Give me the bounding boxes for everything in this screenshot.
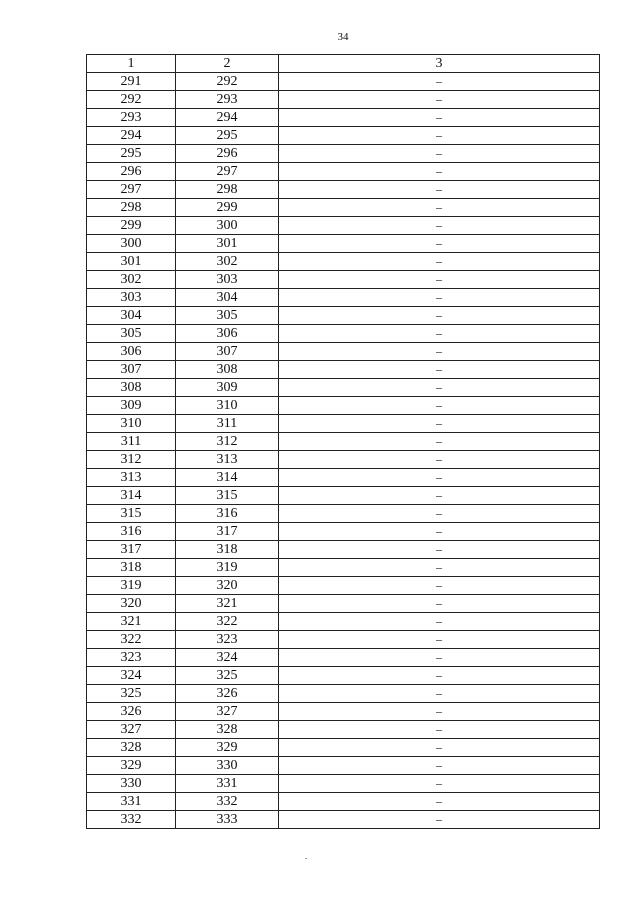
table-cell-col1: 292 [87,91,176,109]
table-cell-col1: 291 [87,73,176,91]
table-row [87,613,600,631]
table-cell-col1: 305 [87,325,176,343]
table-cell-col1: 315 [87,505,176,523]
table-cell-col3: – [279,163,600,181]
table-cell-col3: – [279,127,600,145]
table-cell-col3: – [279,91,600,109]
table-cell-col1: 301 [87,253,176,271]
table-row [87,433,600,451]
table-cell-col3: – [279,415,600,433]
table-cell-col2: 330 [176,757,279,775]
header-row [87,55,600,73]
table-cell-col1: 306 [87,343,176,361]
table-cell-col1: 294 [87,127,176,145]
table-cell-col3: – [279,271,600,289]
table-row [87,451,600,469]
table-row [87,667,600,685]
table-row [87,541,600,559]
table-row [87,523,600,541]
table-cell-col2: 329 [176,739,279,757]
column-header-2: 2 [176,55,279,73]
table-row [87,793,600,811]
table-cell-col3: – [279,217,600,235]
table-cell-col3: – [279,379,600,397]
table-row [87,235,600,253]
table-row [87,685,600,703]
page-number: 34 [337,31,349,43]
table-cell-col3: – [279,613,600,631]
table-cell-col3: – [279,631,600,649]
table-cell-col2: 321 [176,595,279,613]
table-cell-col2: 304 [176,289,279,307]
table-row [87,811,600,829]
table-cell-col1: 322 [87,631,176,649]
table-cell-col1: 319 [87,577,176,595]
table-cell-col3: – [279,109,600,127]
data-table-container [86,54,599,829]
table-cell-col2: 317 [176,523,279,541]
column-header-3: 3 [279,55,600,73]
table-cell-col1: 318 [87,559,176,577]
table-cell-col2: 312 [176,433,279,451]
table-cell-col2: 293 [176,91,279,109]
table-cell-col3: – [279,505,600,523]
table-row [87,343,600,361]
table-cell-col3: – [279,667,600,685]
table-cell-col1: 296 [87,163,176,181]
table-cell-col1: 295 [87,145,176,163]
table-row [87,415,600,433]
table-cell-col1: 326 [87,703,176,721]
table-cell-col3: – [279,145,600,163]
stray-mark [305,858,307,859]
table-cell-col1: 309 [87,397,176,415]
table-cell-col2: 296 [176,145,279,163]
table-row [87,145,600,163]
table-row [87,631,600,649]
table-cell-col3: – [279,793,600,811]
table-cell-col1: 330 [87,775,176,793]
table-cell-col2: 307 [176,343,279,361]
table-cell-col2: 310 [176,397,279,415]
table-row [87,181,600,199]
table-cell-col3: – [279,577,600,595]
table-cell-col3: – [279,469,600,487]
table-row [87,307,600,325]
table-row [87,361,600,379]
table-cell-col1: 310 [87,415,176,433]
table-cell-col3: – [279,235,600,253]
table-cell-col2: 331 [176,775,279,793]
data-table [86,54,600,829]
table-cell-col3: – [279,685,600,703]
table-cell-col2: 313 [176,451,279,469]
table-cell-col1: 325 [87,685,176,703]
table-cell-col3: – [279,397,600,415]
table-cell-col2: 299 [176,199,279,217]
table-cell-col2: 309 [176,379,279,397]
table-row [87,649,600,667]
table-cell-col3: – [279,595,600,613]
table-cell-col2: 332 [176,793,279,811]
table-cell-col3: – [279,541,600,559]
table-cell-col3: – [279,307,600,325]
table-row [87,199,600,217]
table-cell-col1: 329 [87,757,176,775]
table-row [87,595,600,613]
table-row [87,577,600,595]
table-row [87,163,600,181]
table-row [87,271,600,289]
table-cell-col3: – [279,253,600,271]
table-row [87,397,600,415]
table-cell-col2: 303 [176,271,279,289]
table-cell-col2: 318 [176,541,279,559]
table-cell-col3: – [279,289,600,307]
table-row [87,217,600,235]
table-row [87,127,600,145]
table-row [87,73,600,91]
table-row [87,487,600,505]
table-cell-col2: 311 [176,415,279,433]
table-row [87,505,600,523]
table-cell-col1: 317 [87,541,176,559]
table-cell-col2: 328 [176,721,279,739]
table-cell-col2: 314 [176,469,279,487]
column-header-1: 1 [87,55,176,73]
table-cell-col3: – [279,361,600,379]
table-cell-col1: 303 [87,289,176,307]
table-row [87,469,600,487]
table-row [87,325,600,343]
table-cell-col3: – [279,343,600,361]
table-cell-col1: 323 [87,649,176,667]
table-row [87,703,600,721]
table-cell-col2: 300 [176,217,279,235]
table-cell-col1: 313 [87,469,176,487]
table-cell-col3: – [279,811,600,829]
table-cell-col2: 316 [176,505,279,523]
table-cell-col2: 319 [176,559,279,577]
table-cell-col3: – [279,325,600,343]
table-cell-col3: – [279,649,600,667]
table-cell-col1: 332 [87,811,176,829]
table-cell-col2: 323 [176,631,279,649]
table-cell-col2: 301 [176,235,279,253]
table-cell-col2: 292 [176,73,279,91]
table-cell-col1: 300 [87,235,176,253]
table-row [87,109,600,127]
table-cell-col2: 306 [176,325,279,343]
table-cell-col1: 320 [87,595,176,613]
table-cell-col3: – [279,523,600,541]
table-cell-col2: 320 [176,577,279,595]
table-cell-col2: 322 [176,613,279,631]
table-cell-col1: 331 [87,793,176,811]
table-cell-col1: 304 [87,307,176,325]
table-cell-col3: – [279,73,600,91]
table-cell-col1: 302 [87,271,176,289]
table-cell-col3: – [279,451,600,469]
table-cell-col1: 328 [87,739,176,757]
table-cell-col2: 298 [176,181,279,199]
table-row [87,559,600,577]
table-row [87,379,600,397]
table-cell-col1: 307 [87,361,176,379]
table-cell-col3: – [279,559,600,577]
table-cell-col2: 327 [176,703,279,721]
table-cell-col3: – [279,703,600,721]
table-row [87,775,600,793]
table-cell-col1: 299 [87,217,176,235]
table-cell-col3: – [279,757,600,775]
table-cell-col1: 311 [87,433,176,451]
table-cell-col1: 324 [87,667,176,685]
table-cell-col1: 308 [87,379,176,397]
table-cell-col3: – [279,739,600,757]
table-cell-col1: 293 [87,109,176,127]
table-row [87,289,600,307]
table-cell-col3: – [279,775,600,793]
table-cell-col2: 333 [176,811,279,829]
table-cell-col1: 314 [87,487,176,505]
table-cell-col1: 297 [87,181,176,199]
table-cell-col1: 298 [87,199,176,217]
table-cell-col2: 308 [176,361,279,379]
table-cell-col2: 302 [176,253,279,271]
table-cell-col2: 325 [176,667,279,685]
table-cell-col1: 316 [87,523,176,541]
table-cell-col2: 297 [176,163,279,181]
table-cell-col1: 327 [87,721,176,739]
table-row [87,757,600,775]
table-cell-col3: – [279,433,600,451]
table-cell-col2: 315 [176,487,279,505]
table-row [87,721,600,739]
table-cell-col3: – [279,181,600,199]
table-cell-col3: – [279,199,600,217]
table-cell-col1: 321 [87,613,176,631]
table-cell-col2: 305 [176,307,279,325]
table-cell-col2: 324 [176,649,279,667]
table-cell-col1: 312 [87,451,176,469]
table-body [87,73,600,829]
table-row [87,739,600,757]
table-cell-col3: – [279,487,600,505]
table-cell-col2: 294 [176,109,279,127]
table-cell-col2: 295 [176,127,279,145]
table-cell-col3: – [279,721,600,739]
table-header [87,55,600,73]
table-cell-col2: 326 [176,685,279,703]
table-row [87,91,600,109]
table-row [87,253,600,271]
